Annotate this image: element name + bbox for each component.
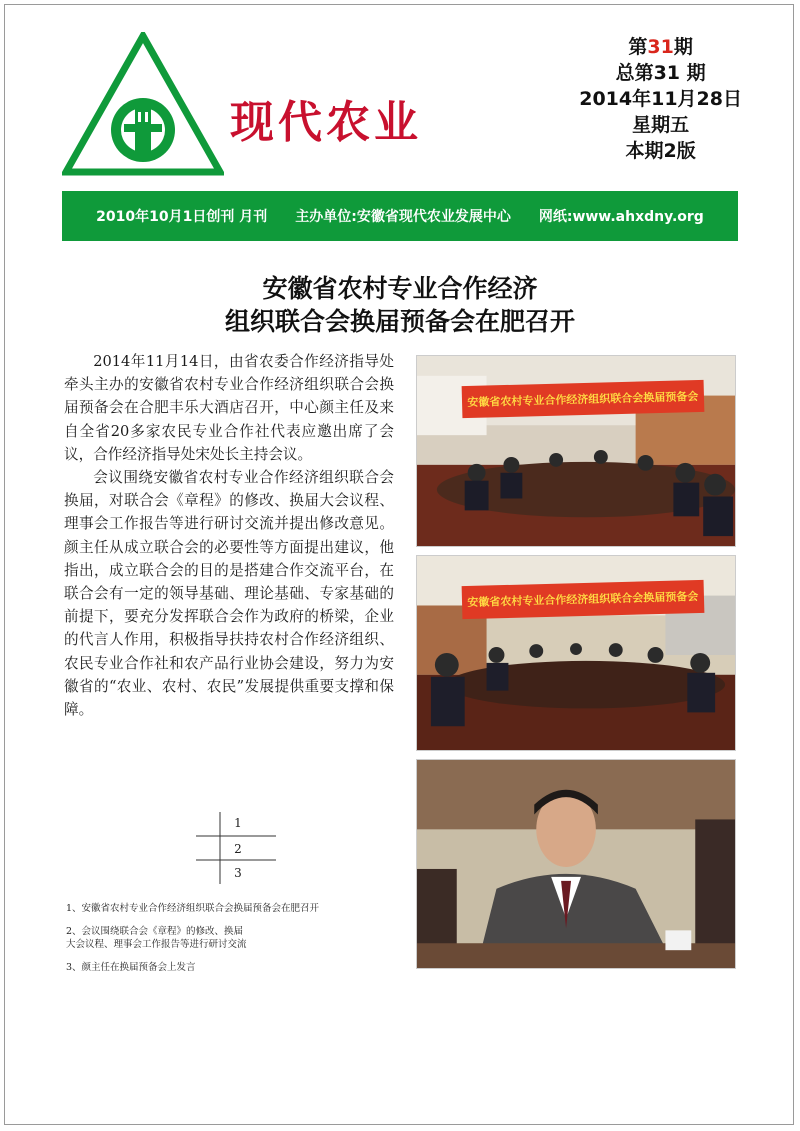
article-paragraph-1: 2014年11月14日，由省农委合作经济指导处牵头主办的安徽省农村专业合作经济组织联合会换届预备会在合肥丰乐大酒店召开，中心颜主任及来自全省20多家农民专业合作社代表应邀出席了会议，合作经济指导处宋处长主持会议。	[64, 353, 394, 463]
website-text: 网纸:www.ahxdny.org	[538, 209, 704, 225]
caption-2-continued: 大会议程、理事会工作报告等进行研讨交流	[66, 939, 247, 950]
founded-text: 2010年10月1日创刊 月刊	[96, 209, 268, 225]
headline-line-2: 组织联合会换届预备会在肥召开	[224, 307, 575, 336]
issue-edition: 本期2版	[625, 140, 696, 162]
meeting-photo-1	[416, 355, 736, 547]
meeting-banner-2: 安徽省农村专业合作经济组织联合会换届预备会	[461, 580, 703, 619]
issue-weekday: 星期五	[632, 114, 690, 136]
issue-number: 第31期	[628, 36, 693, 58]
agriculture-logo-icon	[62, 32, 224, 176]
speaker-photo-image	[417, 760, 735, 968]
publication-title: 现代农业	[230, 97, 422, 148]
index-number-1: 1	[234, 816, 242, 830]
index-number-2: 2	[234, 842, 242, 856]
info-bar	[62, 191, 738, 241]
caption-3: 3、颜主任在换届预备会上发言	[66, 962, 196, 973]
meeting-banner-1: 安徽省农村专业合作经济组织联合会换届预备会	[461, 379, 703, 418]
sponsor-text: 主办单位:安徽省现代农业发展中心	[295, 209, 511, 225]
caption-2: 2、会议围绕联合会《章程》的修改、换届	[66, 926, 244, 937]
photo-captions	[66, 902, 406, 984]
article-paragraph-2: 会议围绕安徽省农村专业合作经济组织联合会换届，对联合会《章程》的修改、换届大会议程、理事会工作报告等进行研讨交流并提出修改意见。颜主任从成立联合会的必要性等方面提出建议，他指出，成立联合会的目的是搭建合作交流平台，在联合会有一定的领导基础、理论基础、专家基础的前提下，要充分发挥联合会作为政府的桥梁，企业的代言人作用，积极指导扶持农村合作经济组织、农民专业合作社和农产品行业协会建设，努力为安徽省的“农业、农村、农民”发展提供重要支撑和保障。	[64, 469, 394, 719]
caption-1: 1、安徽省农村专业合作经济组织联合会换届预备会在肥召开	[66, 903, 320, 914]
issue-date: 2014年11月28日	[579, 88, 742, 110]
photo-index-diagram	[196, 812, 276, 884]
meeting-photo-2	[416, 555, 736, 751]
issue-total: 总第31 期	[615, 62, 706, 84]
index-number-3: 3	[234, 866, 242, 880]
speaker-photo	[416, 759, 736, 969]
article-body	[64, 350, 394, 721]
headline-line-1: 安徽省农村专业合作经济	[262, 274, 538, 303]
issue-info	[579, 34, 742, 164]
article-headline	[80, 272, 720, 338]
